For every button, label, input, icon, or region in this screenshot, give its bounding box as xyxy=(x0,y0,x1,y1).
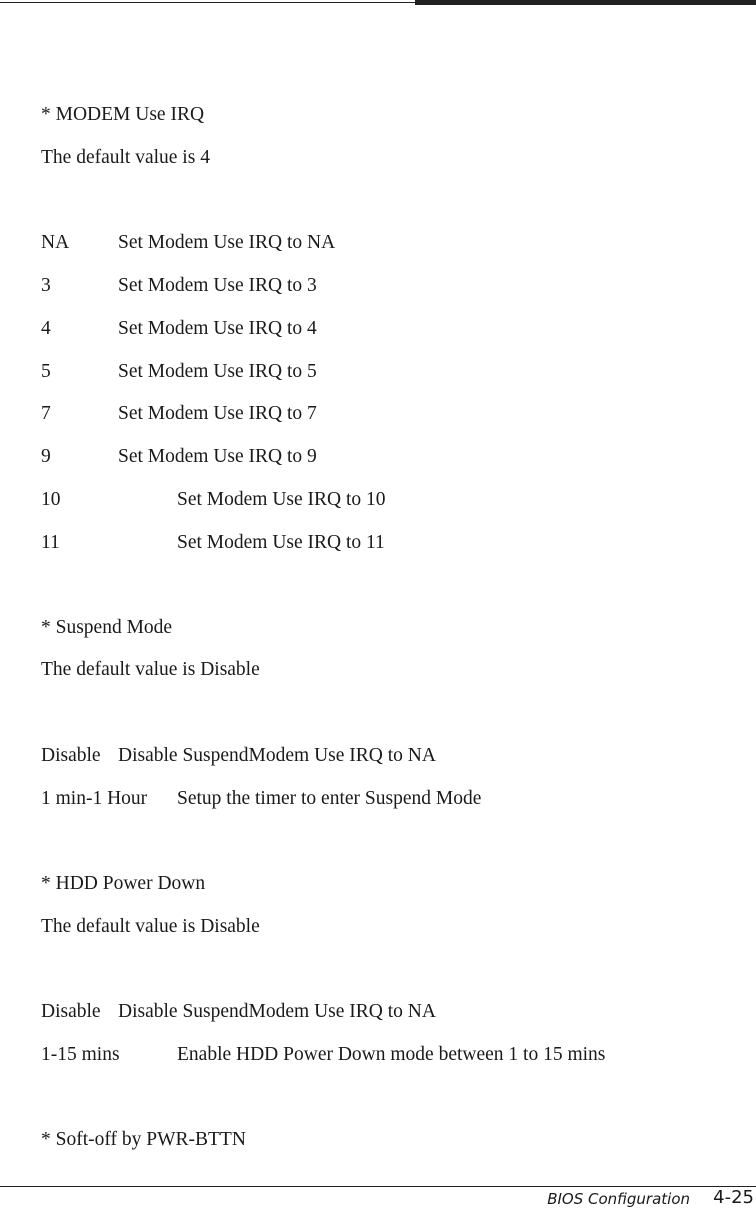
option-desc: Setup the timer to enter Suspend Mode xyxy=(177,788,482,809)
modem-option-10 xyxy=(41,489,386,511)
hdd-default: The default value is Disable xyxy=(41,916,260,937)
hdd-option-disable xyxy=(41,1001,436,1023)
option-desc: Set Modem Use IRQ to NA xyxy=(118,232,336,253)
modem-option-5 xyxy=(41,361,317,383)
modem-option-4 xyxy=(41,318,317,340)
option-key: Disable xyxy=(41,745,101,766)
option-desc: Set Modem Use IRQ to 9 xyxy=(118,446,317,467)
option-key: 10 xyxy=(41,489,61,510)
option-desc: Disable SuspendModem Use IRQ to NA xyxy=(118,1001,436,1022)
modem-heading: * MODEM Use IRQ xyxy=(41,104,205,125)
footer-title: BIOS Configuration xyxy=(547,1190,690,1208)
option-key: 1-15 mins xyxy=(41,1044,120,1065)
softoff-heading: * Soft-off by PWR-BTTN xyxy=(41,1129,246,1150)
footer-rule xyxy=(0,1186,756,1187)
hdd-heading: * HDD Power Down xyxy=(41,873,206,894)
option-desc: Set Modem Use IRQ to 10 xyxy=(177,489,386,510)
suspend-option-timer xyxy=(41,788,482,810)
option-key: 3 xyxy=(41,275,51,296)
top-rule xyxy=(0,2,415,3)
hdd-option-timer xyxy=(41,1044,606,1066)
option-key: 4 xyxy=(41,318,51,339)
option-key: NA xyxy=(41,232,70,253)
option-key: 7 xyxy=(41,403,51,424)
option-desc: Set Modem Use IRQ to 11 xyxy=(177,532,385,553)
suspend-default: The default value is Disable xyxy=(41,659,260,680)
option-key: 5 xyxy=(41,361,51,382)
option-desc: Set Modem Use IRQ to 4 xyxy=(118,318,317,339)
option-desc: Set Modem Use IRQ to 5 xyxy=(118,361,317,382)
suspend-option-disable xyxy=(41,745,436,767)
modem-option-7 xyxy=(41,403,317,425)
modem-option-3 xyxy=(41,275,317,297)
option-key: 1 min-1 Hour xyxy=(41,788,148,809)
top-rule-bar xyxy=(415,0,756,5)
option-key: Disable xyxy=(41,1001,101,1022)
option-desc: Set Modem Use IRQ to 7 xyxy=(118,403,317,424)
option-key: 9 xyxy=(41,446,51,467)
modem-option-9 xyxy=(41,446,317,468)
modem-option-11 xyxy=(41,532,385,554)
option-desc: Disable SuspendModem Use IRQ to NA xyxy=(118,745,436,766)
suspend-heading: * Suspend Mode xyxy=(41,617,173,638)
option-desc: Enable HDD Power Down mode between 1 to 15 mins xyxy=(177,1044,606,1065)
modem-default: The default value is 4 xyxy=(41,147,210,168)
page-number: 4-25 xyxy=(713,1187,754,1208)
option-key: 11 xyxy=(41,532,60,553)
option-desc: Set Modem Use IRQ to 3 xyxy=(118,275,317,296)
modem-option-na xyxy=(41,232,336,254)
